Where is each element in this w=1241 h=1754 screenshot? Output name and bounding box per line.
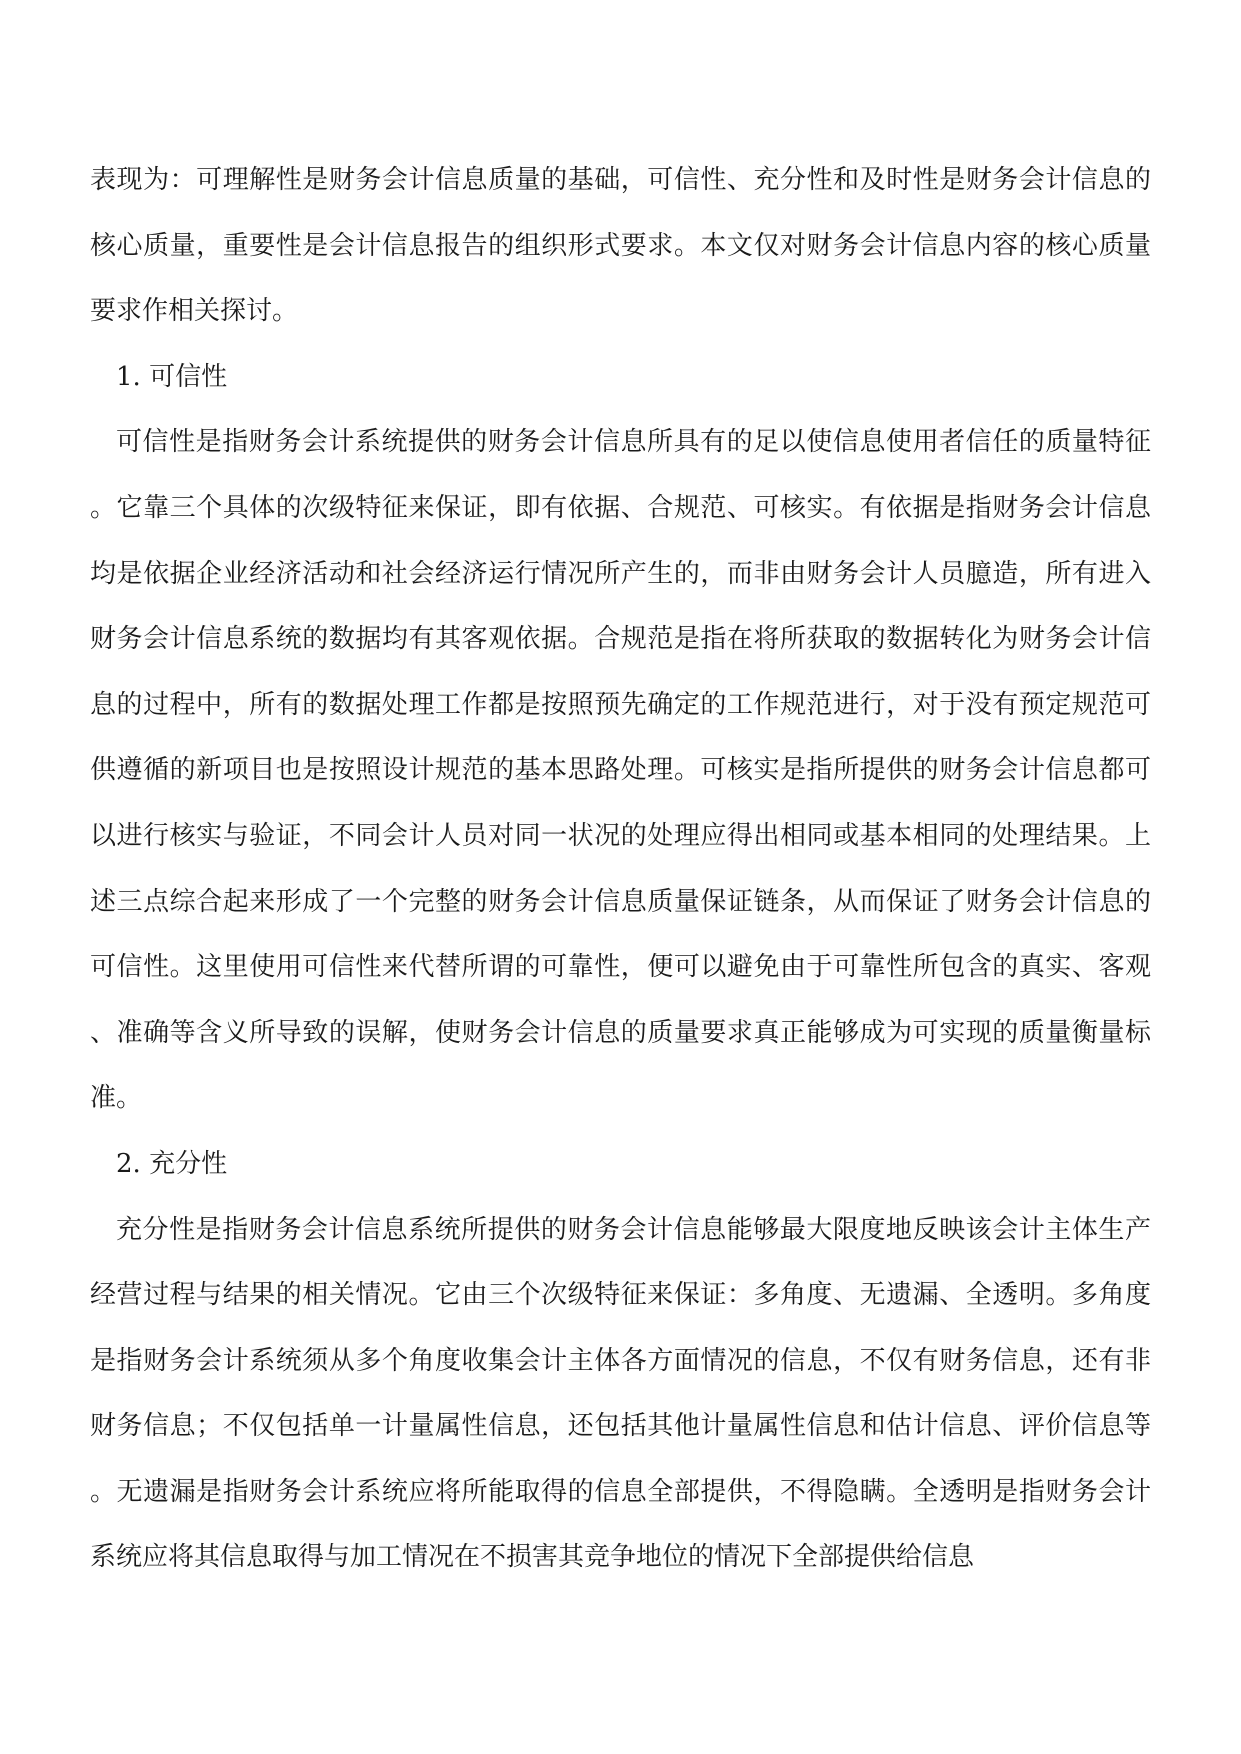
document-page — [90, 148, 1151, 1591]
section-body-credibility: 可信性是指财务会计系统提供的财务会计信息所具有的足以使信息使用者信任的质量特征。它靠三个具体的次级特征来保证，即有依据、合规范、可核实。有依据是指财务会计信息均是依据企业经济活动和社会经济运行情况所产生的，而非由财务会计人员臆造，所有进入财务会计信息系统的数据均有其客观依据。合规范是指在将所获取的数据转化为财务会计信息的过程中，所有的数据处理工作都是按照预先确定的工作规范进行，对于没有预定规范可供遵循的新项目也是按照设计规范的基本思路处理。可核实是指所提供的财务会计信息都可以进行核实与验证，不同会计人员对同一状况的处理应得出相同或基本相同的处理结果。上述三点综合起来形成了一个完整的财务会计信息质量保证链条，从而保证了财务会计信息的可信性。这里使用可信性来代替所谓的可靠性，便可以避免由于可靠性所包含的真实、客观、准确等含义所导致的误解，使财务会计信息的质量要求真正能够成为可实现的质量衡量标准。 — [90, 427, 1151, 1114]
section-body-sufficiency: 充分性是指财务会计信息系统所提供的财务会计信息能够最大限度地反映该会计主体生产经营过程与结果的相关情况。它由三个次级特征来保证：多角度、无遗漏、全透明。多角度是指财务会计系统须从多个角度收集会计主体各方面情况的信息，不仅有财务信息，还有非财务信息；不仅包括单一计量属性信息，还包括其他计量属性信息和估计信息、评价信息等。无遗漏是指财务会计系统应将所能取得的信息全部提供，不得隐瞒。全透明是指财务会计系统应将其信息取得与加工情况在不损害其竞争地位的情况下全部提供给信息 — [90, 1214, 1151, 1573]
section-heading-sufficiency: 2. 充分性 — [116, 1148, 228, 1179]
intro-paragraph: 表现为：可理解性是财务会计信息质量的基础，可信性、充分性和及时性是财务会计信息的核心质量，重要性是会计信息报告的组织形式要求。本文仅对财务会计信息内容的核心质量要求作相关探讨。 — [90, 165, 1151, 327]
section-heading-credibility: 1. 可信性 — [116, 361, 228, 392]
